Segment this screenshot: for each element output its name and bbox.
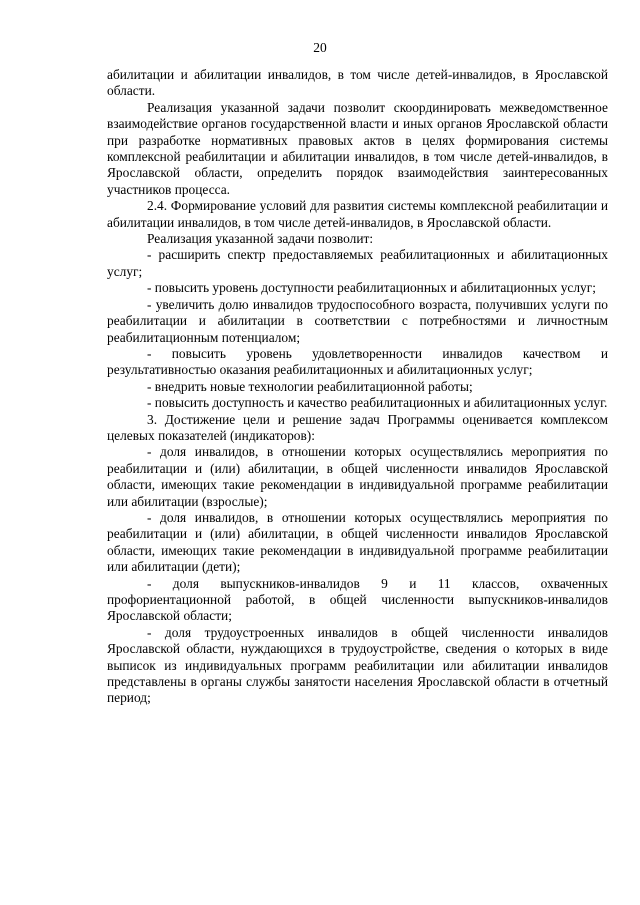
section-heading-3: 3. Достижение цели и решение задач Программы оценивается комплексом целевых показателей (индикаторов): (107, 411, 608, 443)
list-item: - внедрить новые технологии реабилитационной работы; (147, 378, 473, 394)
list-item: - доля инвалидов, в отношении которых осуществлялись мероприятия по реабилитации и (или) абилитации, в общей численности инвалидов Ярославской области, имеющих такие рекомендации в индивидуальной программе реабилитации или абилитации (взрослые); (107, 444, 608, 509)
list-item: - повысить доступность и качество реабилитационных и абилитационных услуг. (147, 395, 608, 411)
paragraph: Реализация указанной задачи позволит скоординировать межведомственное взаимодействие органов государственной власти и иных органов Ярославской области при разработке нормативных правовых актов в целях формирования системы комплексной реабилитации и абилитации инвалидов, в том числе детей-инвалидов, в Ярославской области, определить порядок взаимодействия заинтересованных участников процесса. (107, 99, 608, 197)
list-item: - повысить уровень удовлетворенности инвалидов качеством и результативностью оказания реабилитационных и абилитационных услуг; (107, 345, 608, 378)
paragraph: Реализация указанной задачи позволит: (147, 231, 374, 247)
list-item: - повысить уровень доступности реабилитационных и абилитационных услуг; (147, 280, 596, 296)
list-item: - увеличить долю инвалидов трудоспособного возраста, получивших услуги по реабилитации и абилитации в соответствии с потребностями и личностным реабилитационным потенциалом; (107, 296, 608, 345)
document-body (107, 67, 608, 707)
page-number: 20 (313, 40, 327, 55)
list-item: - расширить спектр предоставляемых реабилитационных и абилитационных услуг; (107, 247, 608, 279)
list-item: - доля трудоустроенных инвалидов в общей численности инвалидов Ярославской области, нуждающихся в трудоустройстве, сведения о которых в виде выписок из индивидуальных программ реабилитации или абилитации инвалидов представлены в органы службы занятости населения Ярославской области в отчетный период; (107, 624, 608, 706)
paragraph: абилитации и абилитации инвалидов, в том числе детей-инвалидов, в Ярославской области. (107, 67, 608, 99)
section-heading-2-4: 2.4. Формирование условий для развития системы комплексной реабилитации и абилитации инвалидов, в том числе детей-инвалидов, в Ярославской области. (107, 198, 608, 230)
list-item: - доля инвалидов, в отношении которых осуществлялись мероприятия по реабилитации и (или) абилитации, в общей численности инвалидов Ярославской области, имеющих такие рекомендации в индивидуальной программе реабилитации или абилитации (дети); (107, 509, 608, 575)
list-item: - доля выпускников-инвалидов 9 и 11 классов, охваченных профориентационной работой, в общей численности выпускников-инвалидов Ярославской области; (107, 575, 608, 624)
